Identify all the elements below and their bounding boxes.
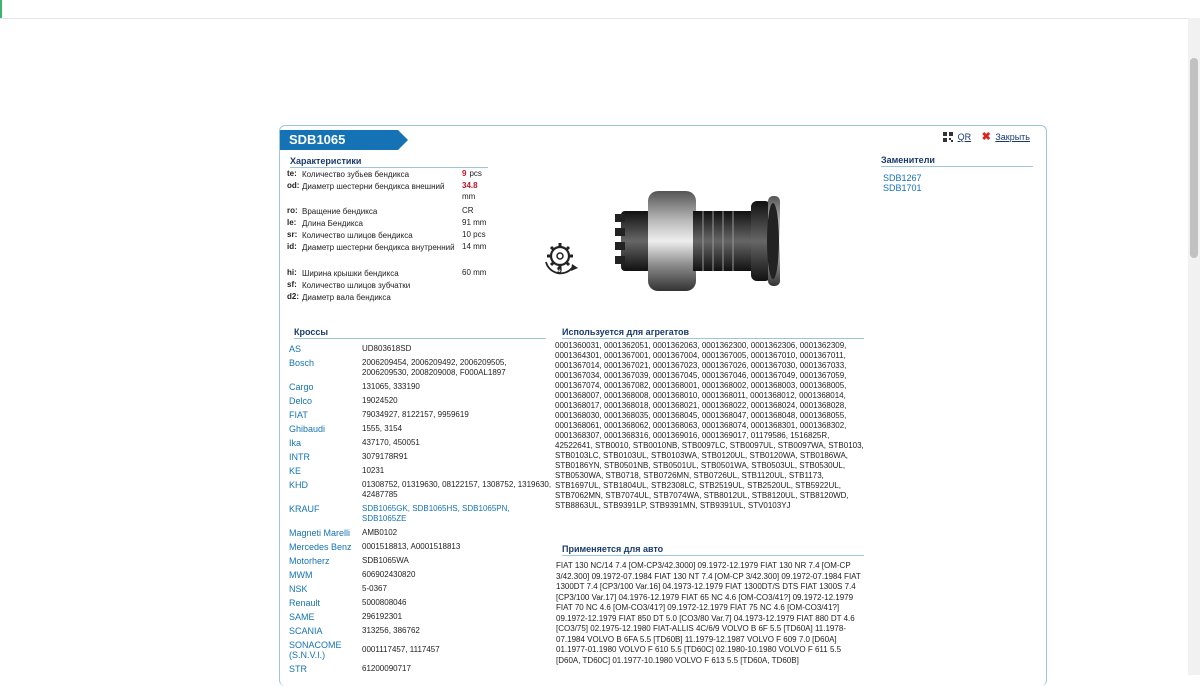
cross-numbers: 131065, 333190 bbox=[362, 382, 420, 391]
replacement-link[interactable]: SDB1267 bbox=[883, 173, 922, 183]
cross-numbers: 01308752, 01319630, 08122157, 1308752, 1319630, 42487785 bbox=[362, 480, 552, 499]
cross-brand[interactable]: Bosch bbox=[289, 358, 315, 368]
characteristic-code: hi: bbox=[287, 268, 297, 277]
cross-brand[interactable]: Ika bbox=[289, 438, 302, 448]
characteristic-value-number: 34.8 bbox=[462, 181, 478, 190]
cross-numbers: 437170, 450051 bbox=[362, 438, 420, 447]
cross-brand[interactable]: SONACOME (S.N.V.I.) bbox=[289, 640, 342, 660]
cross-numbers: 1555, 3154 bbox=[362, 424, 403, 433]
cross-brand[interactable]: KE bbox=[289, 466, 302, 476]
characteristic-code: ro: bbox=[287, 206, 298, 215]
cross-numbers: AMB0102 bbox=[362, 528, 398, 537]
characteristic-code: d2: bbox=[287, 292, 299, 301]
characteristic-value-number: 10 pcs bbox=[462, 230, 486, 239]
cross-brand[interactable]: Cargo bbox=[289, 382, 314, 392]
characteristic-row bbox=[287, 280, 487, 289]
characteristic-code: id: bbox=[287, 242, 297, 251]
cross-brand[interactable]: AS bbox=[289, 344, 302, 354]
aggregates-heading: Используется для агрегатов bbox=[562, 327, 864, 339]
characteristic-row bbox=[287, 169, 487, 178]
characteristic-row bbox=[287, 242, 487, 251]
characteristic-value bbox=[462, 268, 486, 277]
characteristic-value bbox=[462, 206, 474, 215]
cross-numbers: 296192301 bbox=[362, 612, 403, 621]
characteristic-value bbox=[462, 230, 486, 239]
characteristic-label: Диаметр шестерни бендикса внешний bbox=[302, 182, 445, 191]
close-link[interactable]: Закрыть bbox=[995, 132, 1030, 142]
cross-numbers: 2006209454, 2006209492, 2006209505, 2006209530, 2008209008, F000AL1897 bbox=[362, 358, 507, 377]
cross-numbers: 0001518813, A0001518813 bbox=[362, 542, 461, 551]
crosses-heading: Кроссы bbox=[294, 327, 546, 339]
cross-brand[interactable]: Delco bbox=[289, 396, 313, 406]
characteristic-code: od: bbox=[287, 181, 300, 190]
cross-numbers: 10231 bbox=[362, 466, 385, 475]
cross-brand[interactable]: Renault bbox=[289, 598, 321, 608]
characteristic-row bbox=[287, 230, 487, 239]
characteristic-value bbox=[462, 181, 478, 201]
scrollbar-thumb[interactable] bbox=[1190, 58, 1198, 258]
characteristics-heading: Характеристики bbox=[290, 156, 488, 168]
cross-numbers: 606902430820 bbox=[362, 570, 416, 579]
characteristic-row bbox=[287, 268, 487, 277]
top-accent-line bbox=[0, 0, 2, 18]
characteristic-code: sr: bbox=[287, 230, 298, 239]
product-card bbox=[279, 125, 1047, 686]
characteristic-value-number: 14 mm bbox=[462, 242, 487, 251]
product-image bbox=[613, 186, 793, 296]
cross-numbers: 313256, 386762 bbox=[362, 626, 420, 635]
cross-brand[interactable]: MWM bbox=[289, 570, 313, 580]
close-icon[interactable]: ✖ bbox=[981, 131, 991, 143]
characteristic-value-number: 60 mm bbox=[462, 268, 487, 277]
characteristic-label: Длина Бендикса bbox=[302, 219, 363, 228]
product-title: SDB1065 bbox=[289, 132, 346, 147]
characteristic-unit: mm bbox=[462, 192, 476, 201]
cross-brand[interactable]: Motorherz bbox=[289, 556, 330, 566]
characteristic-label: Ширина крышки бендикса bbox=[302, 269, 399, 278]
aggregates-text: 0001360031, 0001362051, 0001362063, 0001362300, 0001362306, 0001362309, 0001364301, 0001367001, 0001367004, 0001367005, 0001367010, 0001367011, 0001367014, 0001367021, 0001367023, 0001367026, 0001367030, 0001367033, 0001367034, 0001367039, 0001367045, 0001367046, 0001367049, 0001367059, 0001367074, 0001367082, 0001368001, 0001368002, 0001368003, 0001368005, 0001368007, 0001368008, 0001368010, 0001368011, 0001368012, 0001368014, 0001368017, 0001368018, 0001368021, 0001368022, 0001368024, 0001368028, 0001368030, 0001368035, 0001368045, 0001368047, 0001368048, 0001368055, 0001368061, 0001368062, 0001368063, 0001368074, 0001368301, 0001368302, 0001368307, 0001368316, 0001369016, 0001369017, 01179586, 1516825R, 42522641, STB0010, STB0010NB, STB0097LC, STB0097UL, STB0097WA, STB0103, STB0103LC, STB0103UL, STB0103WA, STB0120UL, STB0120WA, STB0186WA, STB0186YN, STB0501NB, STB0501UL, STB0501WA, STB0503UL, STB0530UL, STB0530WA, STB0718, STB0726MN, STB0726UL, STB1120UL, STB1173, STB1697UL, STB1804UL, STB2308LC, STB2519UL, STB2520UL, STB5922UL, STB7062MN, STB7074UL, STB7074WA, STB8012UL, STB8120UL, STB8120WD, STB8863UL, STB9391LP, STB9391MN, STB9391UL, STV0103YJ bbox=[555, 341, 864, 510]
cross-numbers: UD803618SD bbox=[362, 344, 412, 353]
cross-brand[interactable]: SCANIA bbox=[289, 626, 323, 636]
cross-numbers: 19024520 bbox=[362, 396, 398, 405]
cross-numbers: 79034927, 8122157, 9959619 bbox=[362, 410, 469, 419]
characteristic-value bbox=[462, 218, 486, 227]
characteristic-code: te: bbox=[287, 169, 297, 178]
characteristic-row bbox=[287, 181, 487, 201]
characteristic-value-number: 9 bbox=[462, 169, 467, 178]
cross-numbers: 3079178R91 bbox=[362, 452, 408, 461]
cross-brand[interactable]: FIAT bbox=[289, 410, 308, 420]
characteristic-unit: pcs bbox=[469, 169, 482, 178]
replacements-heading: Заменители bbox=[881, 155, 1033, 167]
characteristic-label: Количество шлицов бендикса bbox=[302, 231, 413, 240]
applies-to-heading: Применяется для авто bbox=[562, 544, 864, 556]
characteristic-value-number: CR bbox=[462, 206, 474, 215]
cross-numbers: SDB1065WA bbox=[362, 556, 409, 565]
cross-brand[interactable]: INTR bbox=[289, 452, 310, 462]
cross-brand[interactable]: KRAUF bbox=[289, 504, 320, 514]
characteristic-row bbox=[287, 206, 487, 215]
characteristic-label: Диаметр вала бендикса bbox=[302, 293, 391, 302]
cross-brand[interactable]: SAME bbox=[289, 612, 315, 622]
cross-numbers: 0001117457, 1117457 bbox=[362, 645, 440, 654]
characteristic-value bbox=[462, 169, 482, 178]
characteristic-label: Диаметр шестерни бендикса внутренний bbox=[302, 243, 455, 252]
characteristic-label: Вращение бендикса bbox=[302, 207, 378, 216]
cross-brand[interactable]: Magneti Marelli bbox=[289, 528, 351, 538]
teeth-count-badge: 9 bbox=[557, 265, 563, 275]
characteristic-code: sf: bbox=[287, 280, 297, 289]
card-actions bbox=[943, 130, 1030, 143]
characteristic-row bbox=[287, 292, 487, 301]
browser-top-bar bbox=[0, 0, 1200, 19]
applies-to-text: FIAT 130 NC/14 7.4 [OM-CP3/42.3000] 09.1972-12.1979 FIAT 130 NR 7.4 [OM-CP 3/42.300] 09.1972-07.1984 FIAT 130 NT 7.4 [OM-CP 3/42.300] 09.1972-07.1984 FIAT 1300DT 7.4 [CP3/100 Var.16] 04.1973-12.1979 FIAT 1300DT/S DTS FIAT 1300S 7.4 [CP3/100 Var.17] 04.1976-12.1979 FIAT 65 NC 4.6 [OM-CO3/41?] 09.1972-12.1979 FIAT 70 NC 4.6 [OM-CO3/41?] 09.1972-12.1979 FIAT 75 NC 4.6 [OM-CO3/41?] 09.1972-12.1979 FIAT 850 DT 5.0 [CO3/80 Var.7] 04.1973-12.1979 FIAT 880 DT 4.6 [CO3/75] 02.1975-12.1980 FIAT-ALLIS 4C/6/9 VOLVO B 6F 5.5 [TD60A] 11.1978-07.1984 VOLVO B 6FA 5.5 [TD60B] 11.1979-12.1987 VOLVO F 609 7.0 [D60A] 01.1977-01.1980 VOLVO F 610 5.5 [TD60C] 02.1980-10.1980 VOLVO F 611 5.5 [D60A, TD60C] 01.1977-10.1980 VOLVO F 613 5.5 [TD60A, TD60B] bbox=[556, 561, 861, 665]
qr-link[interactable]: QR bbox=[957, 132, 972, 142]
characteristic-value-number: 91 mm bbox=[462, 218, 487, 227]
cross-brand[interactable]: Ghibaudi bbox=[289, 424, 326, 434]
page-scrollbar[interactable] bbox=[1188, 18, 1200, 675]
cross-numbers: 5-0367 bbox=[362, 584, 387, 593]
characteristic-label: Количество шлицов зубчатки bbox=[302, 281, 411, 290]
cross-numbers: 61200090717 bbox=[362, 664, 411, 673]
cross-brand[interactable]: Mercedes Benz bbox=[289, 542, 352, 552]
product-title-ribbon bbox=[280, 130, 398, 150]
cross-brand[interactable]: KHD bbox=[289, 480, 309, 490]
cross-brand[interactable]: STR bbox=[289, 664, 307, 674]
cross-brand[interactable]: NSK bbox=[289, 584, 308, 594]
characteristic-row bbox=[287, 218, 487, 227]
cross-numbers: 5000808046 bbox=[362, 598, 407, 607]
characteristic-value bbox=[462, 242, 486, 251]
characteristic-label: Количество зубьев бендикса bbox=[302, 170, 410, 179]
replacement-link[interactable]: SDB1701 bbox=[883, 183, 922, 193]
cross-numbers[interactable]: SDB1065GK, SDB1065HS, SDB1065PN, SDB1065ZE bbox=[362, 504, 510, 523]
characteristic-code: le: bbox=[287, 218, 297, 227]
qr-icon[interactable] bbox=[943, 132, 953, 142]
